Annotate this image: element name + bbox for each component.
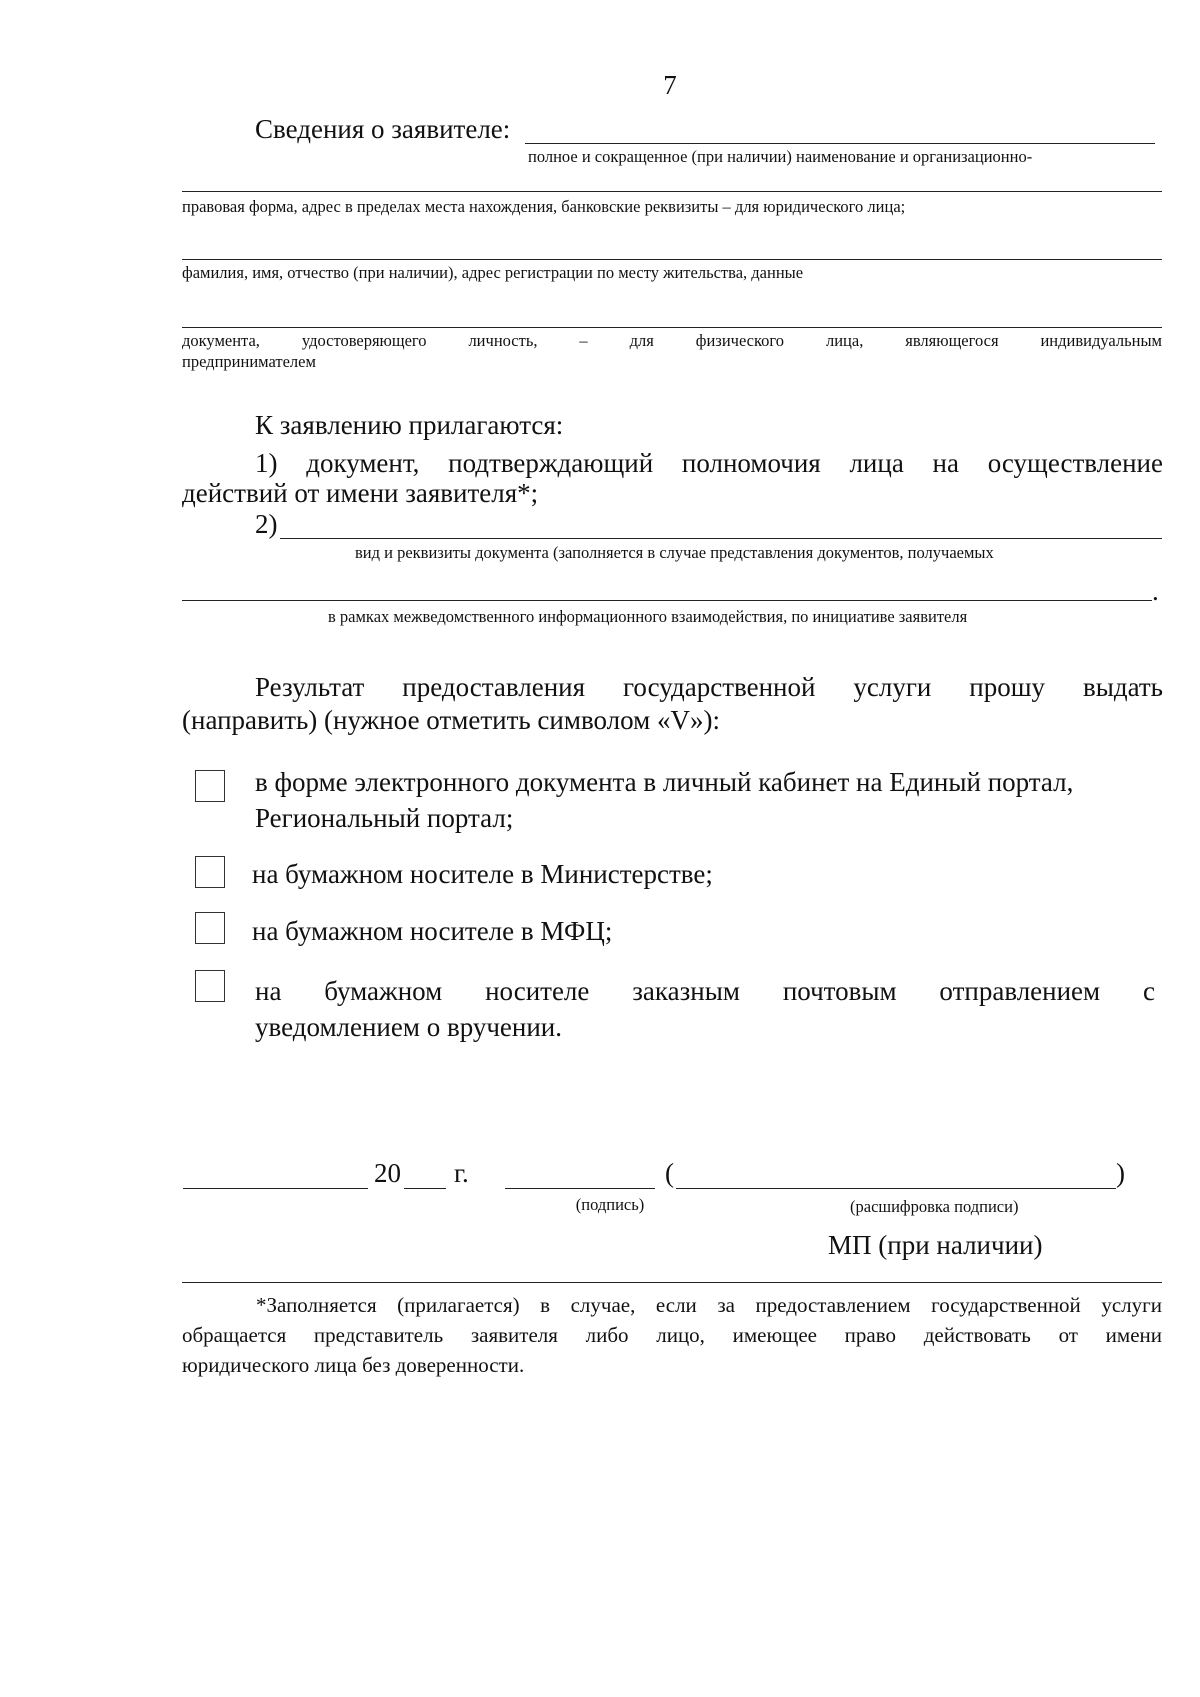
applicant-hint-2: правовая форма, адрес в пределах места нахождения, банковские реквизиты – для юридического лица; <box>182 197 906 216</box>
footnote-line-1: *Заполняется (прилагается) в случае, если за предоставлением государственной услуги <box>256 1293 1162 1317</box>
attachment-item-2-hint-1: вид и реквизиты документа (заполняется в случае представления документов, получаемых <box>355 543 994 562</box>
applicant-hint-1: полное и сокращенное (при наличии) наименование и организационно- <box>528 147 1033 166</box>
option-mfc-checkbox[interactable] <box>195 912 225 944</box>
option-electronic-checkbox[interactable] <box>195 770 225 802</box>
applicant-field-line-4[interactable] <box>182 327 1162 328</box>
option-electronic-line-1: в форме электронного документа в личный кабинет на Единый портал, <box>255 767 1074 797</box>
option-mail-line-2: уведомлением о вручении. <box>255 1012 563 1042</box>
applicant-field-line-1[interactable] <box>525 143 1155 144</box>
page-number: 7 <box>663 70 677 100</box>
attachment-item-2-end: . <box>1152 576 1159 606</box>
decoding-close-paren: ) <box>1116 1158 1125 1188</box>
option-mfc-label: на бумажном носителе в МФЦ; <box>252 916 613 946</box>
applicant-field-line-3[interactable] <box>182 259 1162 260</box>
attachment-item-1-line-1: 1) документ, подтверждающий полномочия лица на осуществление <box>255 448 1163 478</box>
signature-caption: (подпись) <box>575 1195 645 1214</box>
attachment-item-2-hint-2: в рамках межведомственного информационного взаимодействия, по инициативе заявителя <box>328 607 968 626</box>
stamp-label: МП (при наличии) <box>828 1230 1043 1260</box>
applicant-field-line-2[interactable] <box>182 191 1162 192</box>
footnote-divider <box>182 1282 1162 1283</box>
attachment-item-2-field-line-1[interactable] <box>280 538 1162 539</box>
date-year-field-line[interactable] <box>404 1188 446 1189</box>
attachments-heading: К заявлению прилагаются: <box>255 410 564 440</box>
option-ministry-checkbox[interactable] <box>195 856 225 888</box>
date-field-line[interactable] <box>183 1188 368 1189</box>
option-mail-checkbox[interactable] <box>195 970 225 1002</box>
date-year-prefix: 20 <box>374 1158 401 1188</box>
footnote-line-3: юридического лица без доверенности. <box>182 1353 525 1377</box>
option-mail-line-1: на бумажном носителе заказным почтовым отправлением с <box>255 976 1155 1006</box>
option-ministry-label: на бумажном носителе в Министерстве; <box>252 859 713 889</box>
applicant-label: Сведения о заявителе: <box>255 114 511 144</box>
applicant-hint-4: документа, удостоверяющего личность, – для физического лица, являющегося индивидуальным <box>182 331 1162 350</box>
result-line-1: Результат предоставления государственной услуги прошу выдать <box>255 672 1163 702</box>
signature-field-line[interactable] <box>505 1188 655 1189</box>
footnote-line-2: обращается представитель заявителя либо лицо, имеющее право действовать от имени <box>182 1323 1162 1347</box>
decoding-caption: (расшифровка подписи) <box>850 1197 1019 1216</box>
result-line-2: (направить) (нужное отметить символом «V»): <box>182 705 720 735</box>
option-electronic-line-2: Региональный портал; <box>255 803 514 833</box>
decoding-open-paren: ( <box>665 1158 674 1188</box>
attachment-item-1-line-2: действий от имени заявителя*; <box>182 478 539 508</box>
signature-decoding-field-line[interactable] <box>676 1188 1116 1189</box>
attachment-item-2-field-line-2[interactable] <box>182 600 1152 601</box>
applicant-hint-5: предпринимателем <box>182 352 316 371</box>
applicant-hint-3: фамилия, имя, отчество (при наличии), адрес регистрации по месту жительства, данные <box>182 263 804 282</box>
attachment-item-2-number: 2) <box>255 509 278 539</box>
date-year-suffix: г. <box>454 1158 469 1188</box>
